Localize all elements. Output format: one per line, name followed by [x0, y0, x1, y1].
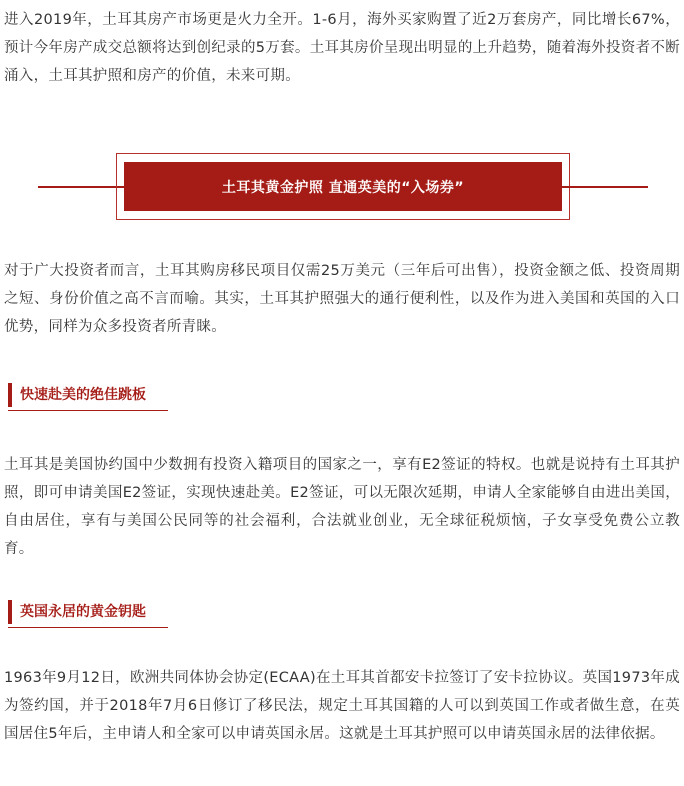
section-heading-bar [8, 600, 12, 624]
banner-line-left [38, 186, 124, 188]
uk-paragraph: 1963年9月12日，欧洲共同体协会协定(ECAA)在土耳其首都安卡拉签订了安卡拉协议。英国1973年成为签约国，并于2018年7月6日修订了移民法，规定土耳其国籍的人可以到英国工作或者做生意，在英国居住5年后，主申请人和全家可以申请英国永居。这就是土耳其护照可以申请英国永居的法律依据。 [4, 670, 680, 742]
section-heading-title: 英国永居的黄金钥匙 [20, 604, 146, 620]
banner-box [124, 162, 562, 211]
banner-title: 土耳其黄金护照 直通英美的“入场券” [221, 179, 465, 196]
banner-line-right [562, 186, 648, 188]
section-heading-underline [8, 627, 168, 628]
intro-paragraph: 进入2019年，土耳其房产市场更是火力全开。1-6月，海外买家购置了近2万套房产，同比增长67%，预计今年房产成交总额将达到创纪录的5万套。土耳其房价呈现出明显的上升趋势，随着海外投资者不断涌入，土耳其护照和房产的价值，未来可期。 [4, 12, 680, 84]
us-paragraph: 土耳其是美国协约国中少数拥有投资入籍项目的国家之一，享有E2签证的特权。也就是说持有土耳其护照，即可申请美国E2签证，实现快速赴美。E2签证，可以无限次延期，申请人全家能够自由进出美国，自由居住，享有与美国公民同等的社会福利，合法就业创业，无全球征税烦恼，子女享受免费公立教育。 [4, 457, 680, 557]
section-heading-title: 快速赴美的绝佳跳板 [20, 387, 146, 403]
section-heading-underline [8, 410, 168, 411]
section-heading-bar [8, 383, 12, 407]
overview-paragraph: 对于广大投资者而言，土耳其购房移民项目仅需25万美元（三年后可出售），投资金额之低、投资周期之短、身份价值之高不言而喻。其实，土耳其护照强大的通行便利性，以及作为进入美国和英国的入口优势，同样为众多投资者所青睐。 [4, 263, 680, 335]
